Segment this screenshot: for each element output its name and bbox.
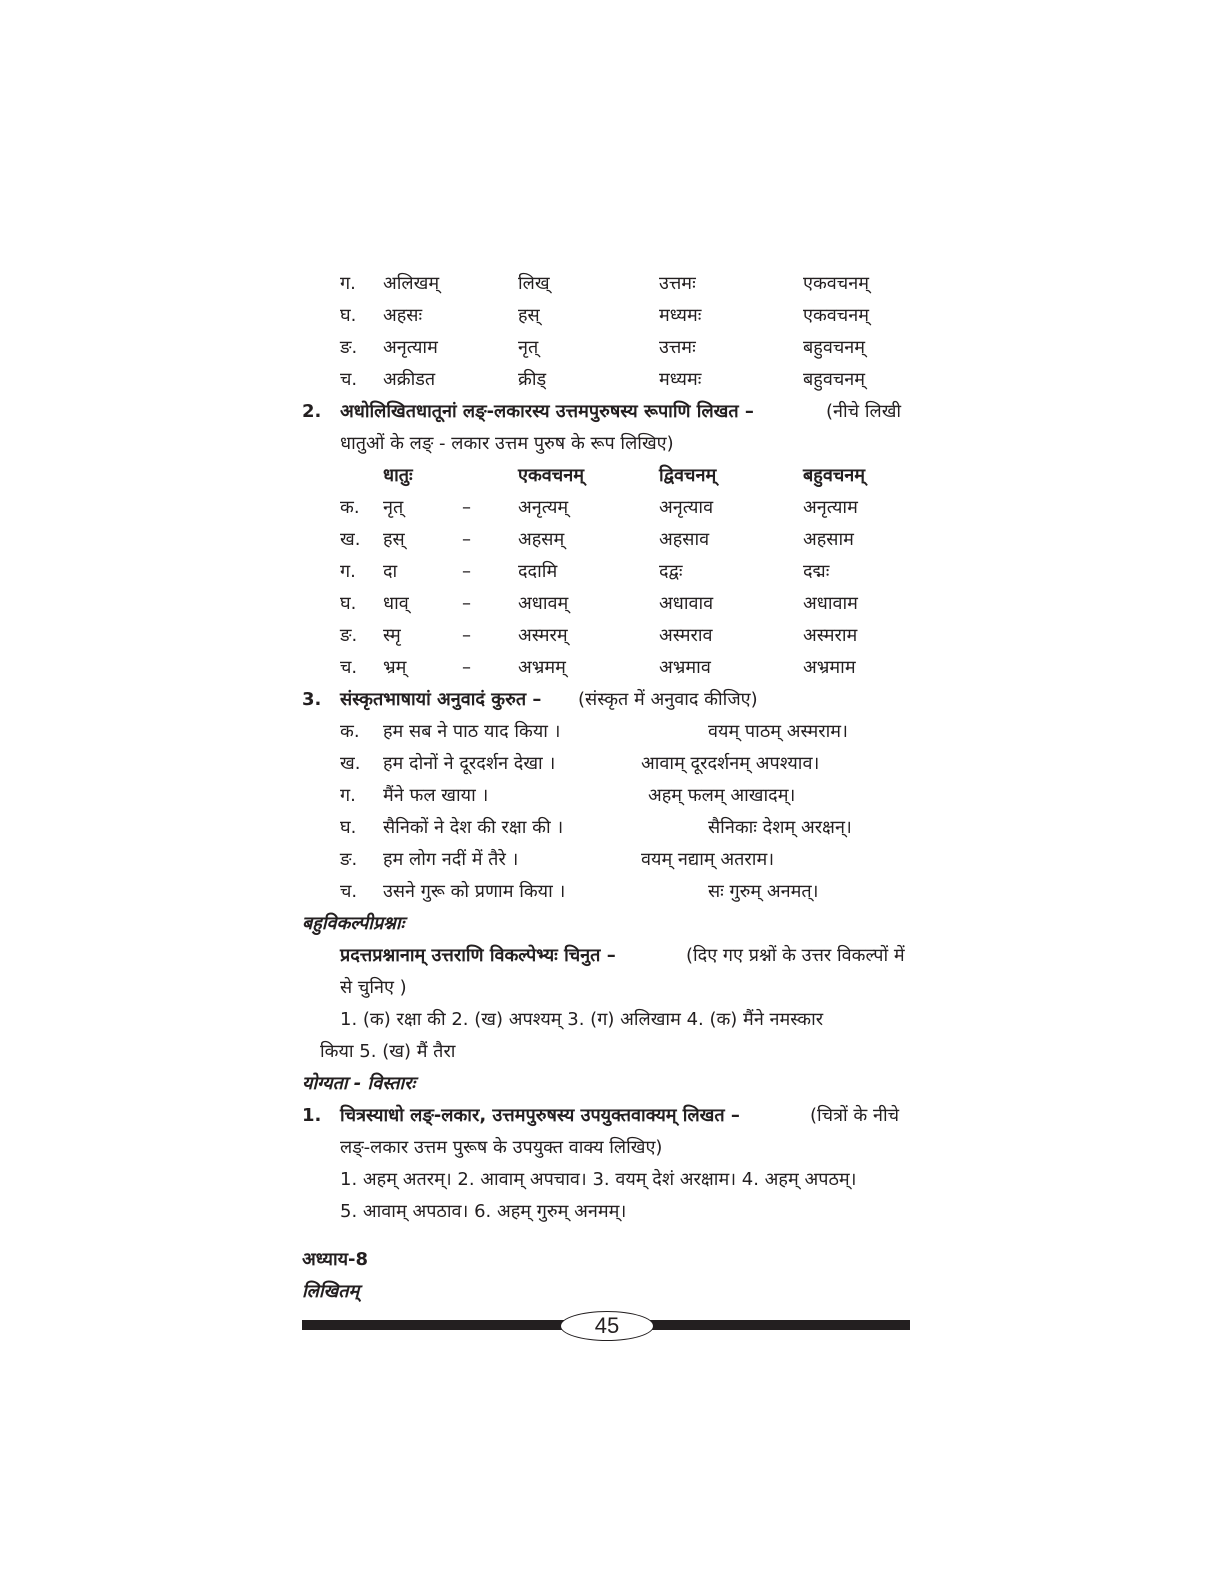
verb-root: हस्	[518, 305, 540, 326]
vachana: एकवचनम्	[803, 273, 869, 294]
dhatu: हस्	[383, 529, 405, 550]
dvivachana: अधावाव	[659, 593, 714, 614]
ekavachana: अभ्रमम्	[518, 657, 566, 678]
dash: –	[462, 625, 471, 646]
row-id: क.	[340, 497, 360, 518]
question-hindi: (चित्रों के नीचे	[810, 1105, 900, 1126]
dvivachana: अनृत्याव	[659, 497, 714, 518]
ekavachana: ददामि	[518, 561, 558, 582]
header-dhatu: धातुः	[383, 465, 413, 486]
hindi-sentence: उसने गुरू को प्रणाम किया ।	[383, 881, 566, 902]
row-id: ग.	[340, 561, 356, 582]
dvivachana: अभ्रमाव	[659, 657, 711, 678]
question-number: 1.	[302, 1105, 322, 1126]
yogyata-answers: 1. अहम् अतरम्। 2. आवाम् अपचाव। 3. वयम् देशं अरक्षाम। 4. अहम् अपठम्।	[340, 1169, 857, 1190]
question-hindi: (नीचे लिखी	[826, 401, 902, 422]
row-id: च.	[340, 369, 358, 390]
mcq-answers: 1. (क) रक्षा की 2. (ख) अपश्यम् 3. (ग) अलिखाम 4. (क) मैंने नमस्कार	[340, 1009, 824, 1030]
verb-form: अनृत्याम	[383, 337, 438, 358]
bahuvachana: अहसाम	[803, 529, 854, 550]
row-id: ङ.	[340, 337, 358, 358]
row-id: च.	[340, 657, 358, 678]
question-title: प्रदत्तप्रश्नानाम् उत्तराणि विकल्पेभ्यः चिनुत –	[340, 945, 616, 966]
dash: –	[462, 657, 471, 678]
bahuvachana: दद्मः	[803, 561, 830, 582]
sanskrit-sentence: आवाम् दूरदर्शनम् अपश्याव।	[641, 753, 820, 774]
question-hindi: (संस्कृत में अनुवाद कीजिए)	[578, 689, 758, 710]
dash: –	[462, 561, 471, 582]
purusha: मध्यमः	[659, 369, 702, 390]
yogyata-answers: 5. आवाम् अपठाव। 6. अहम् गुरुम् अनमम्।	[340, 1201, 627, 1222]
sanskrit-sentence: सः गुरुम् अनमत्।	[708, 881, 819, 902]
purusha: उत्तमः	[659, 337, 696, 358]
ekavachana: अहसम्	[518, 529, 565, 550]
row-id: ङ.	[340, 849, 358, 870]
bahuvachana: अभ्रमाम	[803, 657, 856, 678]
row-id: ग.	[340, 273, 356, 294]
dvivachana: अस्मराव	[659, 625, 713, 646]
question-title: अधोलिखितधातूनां लङ्-लकारस्य उत्तमपुरुषस्य रूपाणि लिखत –	[340, 401, 754, 422]
verb-form: अहसः	[383, 305, 423, 326]
question-hindi: (दिए गए प्रश्नों के उत्तर विकल्पों में	[686, 945, 905, 966]
bahuvachana: अस्मराम	[803, 625, 858, 646]
mcq-answers: किया 5. (ख) मैं तैरा	[320, 1041, 456, 1062]
sanskrit-sentence: वयम् नद्याम् अतराम।	[641, 849, 775, 870]
verb-root: नृत्	[518, 337, 539, 358]
section-heading: योग्यता - विस्तारः	[302, 1073, 416, 1094]
verb-root: लिख्	[518, 273, 550, 294]
row-id: घ.	[340, 305, 357, 326]
bahuvachana: अनृत्याम	[803, 497, 858, 518]
question-title: संस्कृतभाषायां अनुवादं कुरुत –	[340, 689, 542, 710]
row-id: च.	[340, 881, 358, 902]
dhatu: दा	[383, 561, 398, 582]
question-hindi: से चुनिए )	[340, 977, 407, 998]
dvivachana: दद्वः	[659, 561, 683, 582]
hindi-sentence: मैंने फल खाया ।	[383, 785, 489, 806]
row-id: ग.	[340, 785, 356, 806]
hindi-sentence: हम सब ने पाठ याद किया ।	[383, 721, 561, 742]
row-id: ख.	[340, 529, 361, 550]
dash: –	[462, 529, 471, 550]
dash: –	[462, 497, 471, 518]
chapter-title: अध्याय-8	[302, 1249, 369, 1270]
question-number: 2.	[302, 401, 322, 422]
section-heading: बहुविकल्पीप्रश्नाः	[302, 913, 405, 934]
verb-form: अलिखम्	[383, 273, 440, 294]
dvivachana: अहसाव	[659, 529, 710, 550]
dhatu: नृत्	[383, 497, 404, 518]
hindi-sentence: हम दोनों ने दूरदर्शन देखा ।	[383, 753, 556, 774]
vachana: एकवचनम्	[803, 305, 869, 326]
question-title: चित्रस्याधो लङ्-लकार, उत्तमपुरुषस्य उपयुक्तवाक्यम् लिखत –	[340, 1105, 740, 1126]
header-dvivachana: द्विवचनम्	[659, 465, 717, 486]
row-id: क.	[340, 721, 360, 742]
ekavachana: अनृत्यम्	[518, 497, 569, 518]
chapter-subtitle: लिखितम्	[302, 1281, 360, 1302]
verb-form: अक्रीडत	[383, 369, 436, 390]
header-bahuvachana: बहुवचनम्	[803, 465, 866, 486]
ekavachana: अस्मरम्	[518, 625, 568, 646]
dash: –	[462, 593, 471, 614]
row-id: घ.	[340, 817, 357, 838]
question-number: 3.	[302, 689, 322, 710]
dhatu: स्मृ	[383, 625, 401, 646]
row-id: ख.	[340, 753, 361, 774]
verb-root: क्रीड्	[518, 369, 547, 390]
question-hindi: धातुओं के लङ् - लकार उत्तम पुरुष के रूप लिखिए)	[340, 433, 674, 454]
sanskrit-sentence: वयम् पाठम् अस्मराम।	[708, 721, 848, 742]
sanskrit-sentence: सैनिकाः देशम् अरक्षन्।	[708, 817, 852, 838]
page-number: 45	[560, 1311, 654, 1341]
question-hindi: लङ्-लकार उत्तम पुरूष के उपयुक्त वाक्य लिखिए)	[340, 1137, 663, 1158]
bahuvachana: अधावाम	[803, 593, 858, 614]
header-ekavachana: एकवचनम्	[518, 465, 584, 486]
vachana: बहुवचनम्	[803, 337, 866, 358]
sanskrit-sentence: अहम् फलम् आखादम्।	[648, 785, 796, 806]
ekavachana: अधावम्	[518, 593, 569, 614]
row-id: ङ.	[340, 625, 358, 646]
hindi-sentence: सैनिकों ने देश की रक्षा की ।	[383, 817, 564, 838]
hindi-sentence: हम लोग नदीं में तैरे ।	[383, 849, 519, 870]
vachana: बहुवचनम्	[803, 369, 866, 390]
purusha: मध्यमः	[659, 305, 702, 326]
purusha: उत्तमः	[659, 273, 696, 294]
dhatu: भ्रम्	[383, 657, 407, 678]
dhatu: धाव्	[383, 593, 409, 614]
row-id: घ.	[340, 593, 357, 614]
